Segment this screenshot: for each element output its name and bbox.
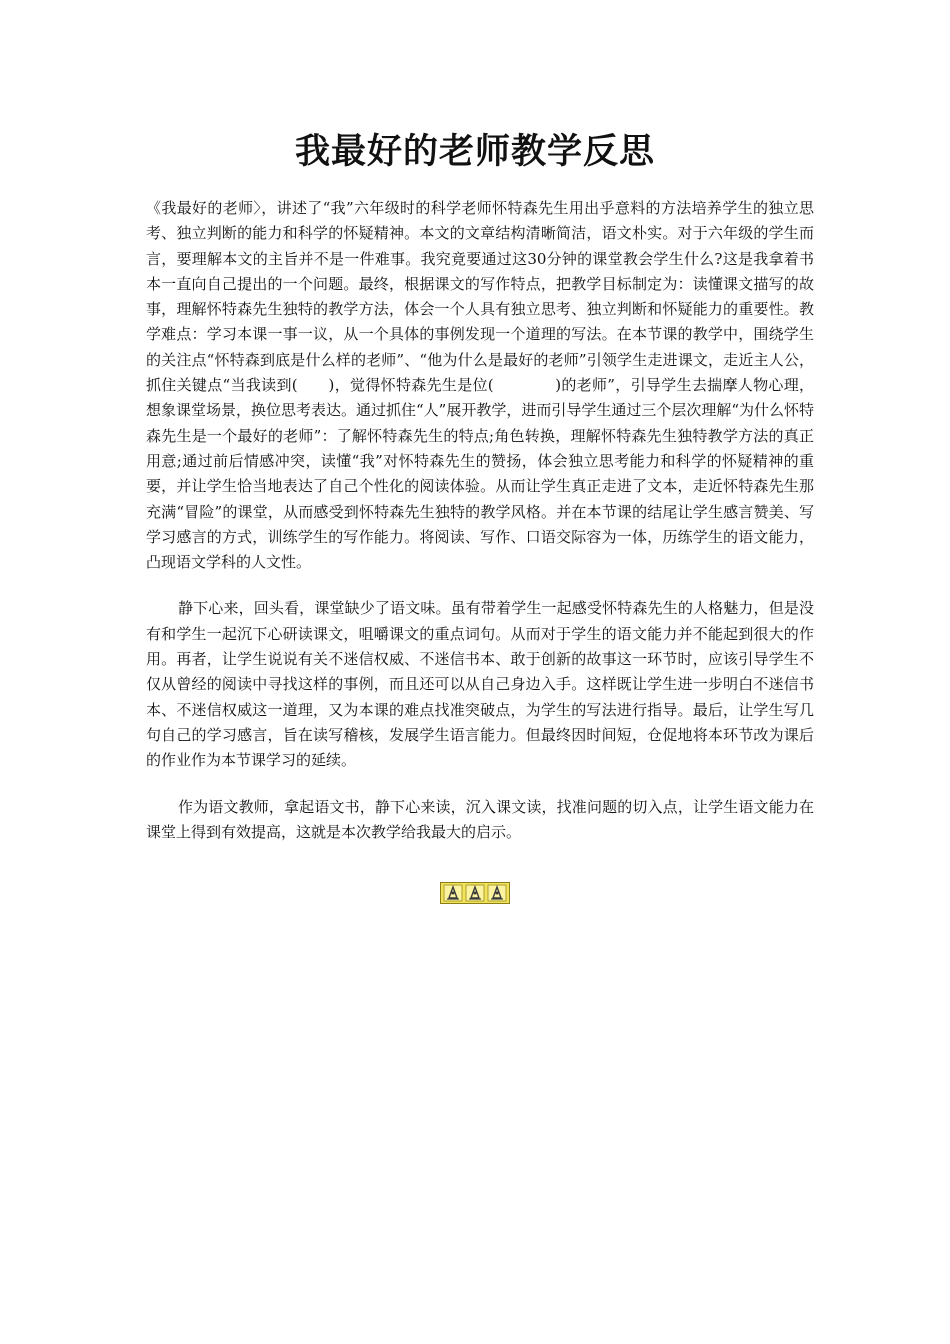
pen-nib-icon [443, 884, 463, 902]
decorative-ornament [440, 882, 510, 904]
document-body [146, 196, 814, 845]
pen-nib-icon [487, 884, 507, 902]
body-paragraph-3: 作为语文教师，拿起语文书，静下心来读，沉入课文读，找准问题的切入点，让学生语文能力在课堂上得到有效提高，这就是本次教学给我最大的启示。 [146, 797, 814, 841]
body-paragraph-1: 《我最好的老师〉，讲述了“我”六年级时的科学老师怀特森先生用出乎意料的方法培养学生的独立思考、独立判断的能力和科学的怀疑精神。本文的文章结构清晰简洁，语文朴实。对于六年级的学生而言，要理解本文的主旨并不是一件难事。我究竟要通过这30分钟的课堂教会学生什么?这是我拿着书本一直向自己提出的一个问题。最终，根据课文的写作特点，把教学目标制定为：读懂课文描写的故事，理解怀特森先生独特的教学方法，体会一个人具有独立思考、独立判断和怀疑能力的重要性。教学难点：学习本课一事一议，从一个具体的事例发现一个道理的写法。在本节课的教学中，围绕学生的关注点“怀特森到底是什么样的老师”、“他为什么是最好的老师”引领学生走进课文，走近主人公，抓住关键点“当我读到( )，觉得怀特森先生是位( )的老师”，引导学生去揣摩人物心理，想象课堂场景，换位思考表达。通过抓住“人”展开教学，进而引导学生通过三个层次理解“为什么怀特森先生是一个最好的老师”：了解怀特森先生的特点;角色转换，理解怀特森先生独特教学方法的真正用意;通过前后情感冲突，读懂“我”对怀特森先生的赞扬，体会独立思考能力和科学的怀疑精神的重要，并让学生恰当地表达了自己个性化的阅读体验。从而让学生真正走进了文本，走近怀特森先生那充满“冒险”的课堂，从而感受到怀特森先生独特的教学风格。并在本节课的结尾让学生感言赞美、写学习感言的方式，训练学生的写作能力。将阅读、写作、口语交际容为一体，历练学生的语文能力，凸现语文学科的人文性。 [146, 199, 815, 572]
pen-nib-icon [465, 884, 485, 902]
document-title: 我最好的老师教学反思 [294, 132, 655, 172]
body-paragraph-2: 静下心来，回头看，课堂缺少了语文味。虽有带着学生一起感受怀特森先生的人格魅力，但是没有和学生一起沉下心研读课文，咀嚼课文的重点词句。从而对于学生的语文能力并不能起到很大的作用。再者，让学生说说有关不迷信权威、不迷信书本、敢于创新的故事这一环节时，应该引导学生不仅从曾经的阅读中寻找这样的事例，而且还可以从自己身边入手。这样既让学生进一步明白不迷信书本、不迷信权威这一道理，又为本课的难点找准突破点，为学生的写法进行指导。最后，让学生写几句自己的学习感言，旨在读写稽核，发展学生语言能力。但最终因时间短，仓促地将本环节改为课后的作业作为本节课学习的延续。 [146, 599, 814, 770]
